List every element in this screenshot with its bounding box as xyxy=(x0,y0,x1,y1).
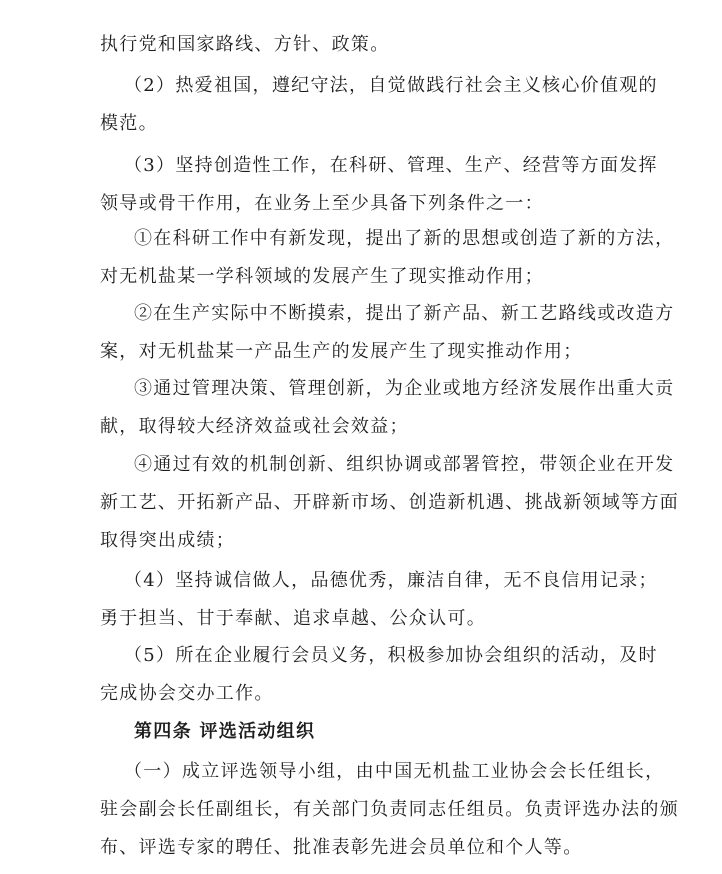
text-line: 新工艺、开拓新产品、开辟新市场、创造新机遇、挑战新领域等方面 xyxy=(100,492,679,513)
section-heading xyxy=(0,713,722,751)
text-line: （5）所在企业履行会员义务，积极参加协会组织的活动，及时 xyxy=(124,645,658,666)
paragraph-item-3 xyxy=(0,147,722,223)
paragraph-condition-2 xyxy=(0,295,722,371)
text-line: 执行党和国家路线、方针、政策。 xyxy=(100,34,390,55)
text-line: 驻会副会长任副组长，有关部门负责同志任组员。负责评选办法的颁 xyxy=(100,799,679,820)
text-line: （4）坚持诚信做人，品德优秀，廉洁自律，无不良信用记录； xyxy=(124,570,658,591)
text-line: ①在科研工作中有新发现，提出了新的思想或创造了新的方法， xyxy=(134,228,675,249)
paragraph-condition-4 xyxy=(0,446,722,560)
paragraph-continuation xyxy=(0,26,722,64)
section-heading-text: 第四条 评选活动组织 xyxy=(134,721,316,742)
text-line: ②在生产实际中不断摸索，提出了新产品、新工艺路线或改造方 xyxy=(134,303,675,324)
text-line: 案，对无机盐某一产品生产的发展产生了现实推动作用； xyxy=(100,341,583,362)
text-line: ③通过管理决策、管理创新，为企业或地方经济发展作出重大贡 xyxy=(134,378,675,399)
text-line: 取得突出成绩； xyxy=(100,530,236,551)
text-line: （一）成立评选领导小组，由中国无机盐工业协会会长任组长， xyxy=(124,761,665,782)
paragraph-item-2 xyxy=(0,67,722,143)
text-line: 勇于担当、甘于奉献、追求卓越、公众认可。 xyxy=(100,608,486,629)
text-line: （2）热爱祖国，遵纪守法，自觉做践行社会主义核心价值观的 xyxy=(124,75,658,96)
text-line: 对无机盐某一学科领域的发展产生了现实推动作用； xyxy=(100,266,544,287)
paragraph-item-5 xyxy=(0,637,722,713)
paragraph-condition-3 xyxy=(0,370,722,446)
text-line: 献，取得较大经济效益或社会效益； xyxy=(100,416,409,437)
text-line: 完成协会交办工作。 xyxy=(100,683,274,704)
text-line: 领导或骨干作用，在业务上至少具备下列条件之一： xyxy=(100,193,544,214)
paragraph-condition-1 xyxy=(0,220,722,296)
text-line: 模范。 xyxy=(100,113,158,134)
text-line: 布、评选专家的聘任、批准表彰先进会员单位和个人等。 xyxy=(100,837,583,858)
text-line: ④通过有效的机制创新、组织协调或部署管控，带领企业在开发 xyxy=(134,454,675,475)
paragraph-organization-1 xyxy=(0,753,722,867)
paragraph-item-4 xyxy=(0,562,722,638)
text-line: （3）坚持创造性工作，在科研、管理、生产、经营等方面发挥 xyxy=(124,155,658,176)
